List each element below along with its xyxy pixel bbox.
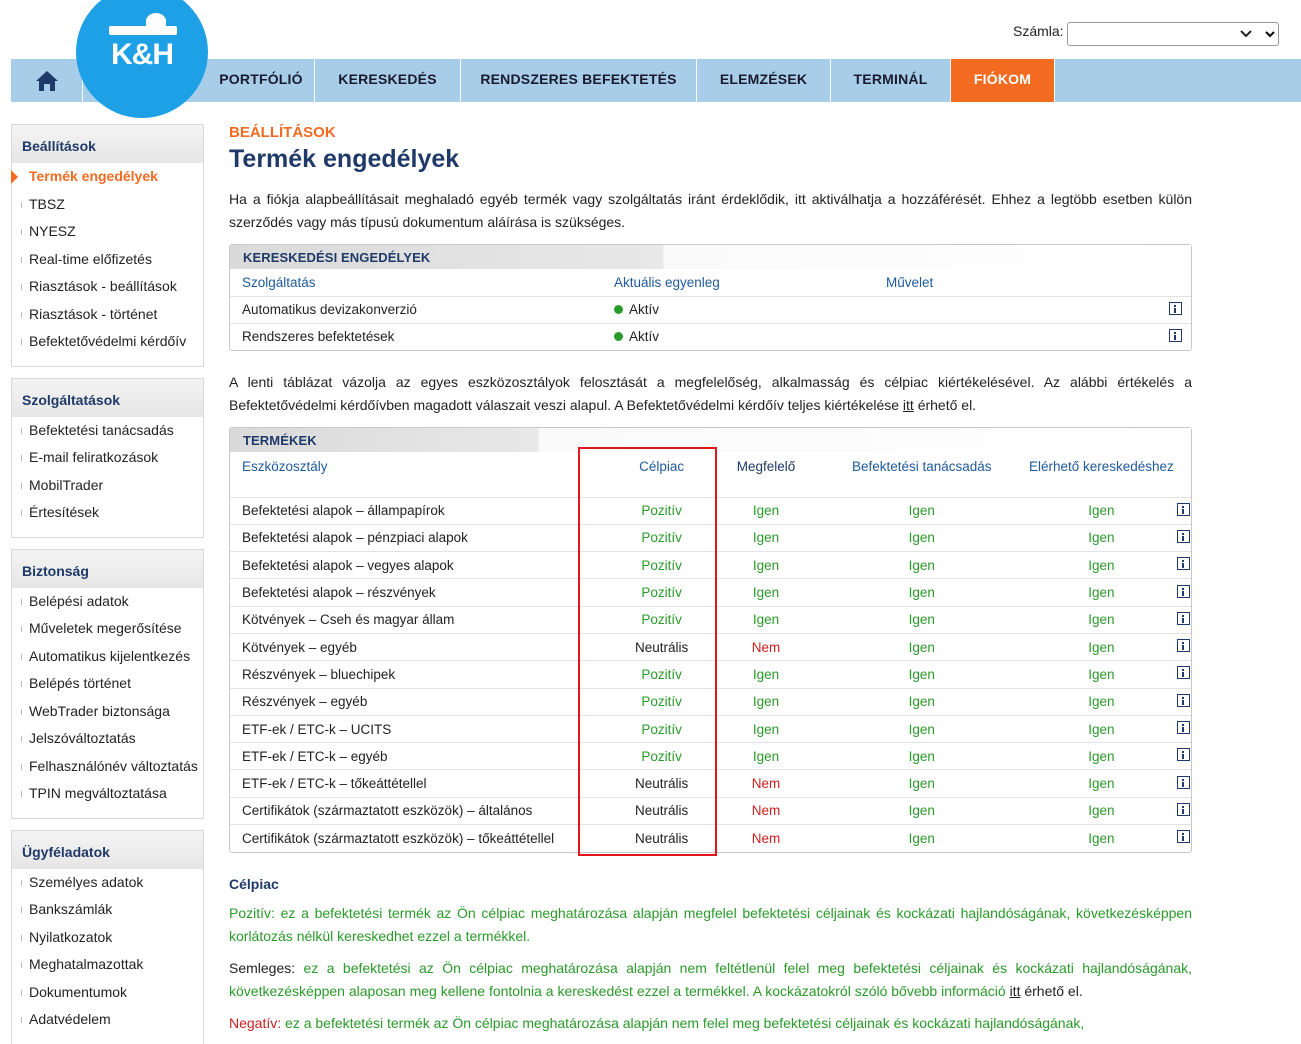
sidebar-item-nyesz[interactable]: NYESZ	[12, 218, 203, 246]
sidebar-group-settings	[11, 124, 204, 367]
info-icon[interactable]	[1177, 612, 1190, 625]
target-column-highlight	[578, 447, 717, 856]
legend-title: Célpiac	[229, 875, 279, 892]
suitable-value: Igen	[715, 606, 816, 633]
target-market-value: Pozitív	[608, 579, 715, 606]
sidebar-item-login-history[interactable]: Belépés történet	[12, 670, 203, 698]
status-cell	[613, 323, 885, 350]
sidebar-item-privacy[interactable]: Adatvédelem	[12, 1006, 203, 1034]
nav-regular-investment[interactable]: RENDSZERES BEFEKTETÉS	[461, 59, 697, 102]
target-market-legend	[229, 873, 1192, 1035]
risk-info-link[interactable]: itt	[1009, 982, 1021, 999]
col-header-balance: Aktuális egyenleg	[614, 274, 720, 290]
sidebar-item-personal-data[interactable]: Személyes adatok	[12, 869, 203, 897]
status-text: Aktív	[629, 329, 660, 345]
panel-title: KERESKEDÉSI ENGEDÉLYEK	[230, 245, 1191, 269]
col-header-advisory: Befektetési tanácsadás	[851, 459, 992, 474]
available-value: Igen	[1027, 633, 1176, 660]
info-icon[interactable]	[1177, 830, 1190, 843]
info-icon[interactable]	[1169, 302, 1182, 315]
asset-class: Befektetési alapok – vegyes alapok	[230, 552, 608, 579]
available-value: Igen	[1027, 825, 1176, 852]
available-value: Igen	[1027, 579, 1176, 606]
home-button[interactable]	[11, 59, 83, 102]
sidebar-item-login-data[interactable]: Belépési adatok	[12, 588, 203, 616]
asset-class: Befektetési alapok – állampapírok	[230, 497, 608, 524]
table-row	[230, 323, 1191, 350]
chevron-down-icon[interactable]	[1238, 26, 1254, 42]
sidebar-item-email-subscriptions[interactable]: E-mail feliratkozások	[12, 444, 203, 472]
sidebar-item-mobiltrader[interactable]: MobilTrader	[12, 472, 203, 500]
available-value: Igen	[1027, 497, 1176, 524]
info-icon[interactable]	[1177, 503, 1190, 516]
asset-class: ETF-ek / ETC-k – tőkeáttétellel	[230, 770, 608, 797]
suitable-value: Nem	[715, 770, 816, 797]
status-dot-icon	[614, 305, 623, 314]
info-icon[interactable]	[1169, 329, 1182, 342]
sidebar-group-title: Biztonság	[12, 550, 203, 588]
home-icon	[35, 69, 59, 93]
sidebar-item-password-change[interactable]: Jelszóváltoztatás	[12, 725, 203, 753]
account-selector	[1013, 23, 1064, 39]
sidebar-item-username-change[interactable]: Felhasználónév változtatás	[12, 753, 203, 781]
asset-class: Kötvények – Cseh és magyar állam	[230, 606, 608, 633]
sidebar-group-services	[11, 378, 204, 538]
suitable-value: Igen	[715, 552, 816, 579]
panel-title: TERMÉKEK	[230, 428, 1191, 452]
status-text: Aktív	[629, 302, 660, 317]
questionnaire-link[interactable]: itt	[902, 397, 914, 413]
sidebar-item-advisory[interactable]: Befektetési tanácsadás	[12, 417, 203, 445]
sidebar-item-alerts-history[interactable]: Riasztások - történet	[12, 301, 203, 329]
service-name: Rendszeres befektetések	[230, 323, 613, 350]
advisory-value: Igen	[817, 524, 1027, 551]
sidebar-group-security	[11, 549, 204, 819]
service-name: Automatikus devizakonverzió	[230, 296, 613, 323]
info-icon[interactable]	[1177, 748, 1190, 761]
suitable-value: Igen	[715, 579, 816, 606]
suitable-value: Igen	[715, 688, 816, 715]
available-value: Igen	[1027, 715, 1176, 742]
asset-class: ETF-ek / ETC-k – UCITS	[230, 715, 608, 742]
available-value: Igen	[1027, 797, 1176, 824]
suitable-value: Nem	[715, 797, 816, 824]
info-icon[interactable]	[1177, 585, 1190, 598]
info-icon[interactable]	[1177, 666, 1190, 679]
sidebar-item-tbsz[interactable]: TBSZ	[12, 191, 203, 219]
sidebar-item-webtrader-security[interactable]: WebTrader biztonsága	[12, 698, 203, 726]
info-icon[interactable]	[1177, 694, 1190, 707]
available-value: Igen	[1027, 606, 1176, 633]
advisory-value: Igen	[817, 606, 1027, 633]
info-icon[interactable]	[1177, 530, 1190, 543]
suitable-value: Igen	[715, 524, 816, 551]
section-eyebrow: BEÁLLÍTÁSOK	[229, 124, 336, 141]
suitable-value: Nem	[715, 633, 816, 660]
target-market-value: Pozitív	[608, 715, 715, 742]
sidebar	[11, 124, 204, 1044]
asset-class: ETF-ek / ETC-k – egyéb	[230, 743, 608, 770]
intro-text: Ha a fiókja alapbeállításait meghaladó egyéb termék vagy szolgáltatás iránt érdeklődik, itt aktiválhatja a hozzáférését. Ehhez a legtöbb esetben külön szerződés vagy más típusú dokumentum aláírása is szükséges.	[229, 191, 1192, 230]
nav-analysis[interactable]: ELEMZÉSEK	[697, 59, 831, 102]
status-dot-icon	[614, 332, 623, 341]
sidebar-item-notifications[interactable]: Értesítések	[12, 499, 203, 527]
sidebar-item-investor-questionnaire[interactable]: Befektetővédelmi kérdőív	[12, 328, 203, 356]
suitable-value: Igen	[715, 715, 816, 742]
available-value: Igen	[1027, 743, 1176, 770]
trading-permissions-table	[230, 269, 1191, 350]
advisory-value: Igen	[817, 715, 1027, 742]
advisory-value: Igen	[817, 688, 1027, 715]
sidebar-item-authorized-persons[interactable]: Meghatalmazottak	[12, 951, 203, 979]
suitable-value: Nem	[715, 825, 816, 852]
sidebar-item-documents[interactable]: Dokumentumok	[12, 979, 203, 1007]
sidebar-group-title: Beállítások	[12, 125, 203, 163]
available-value: Igen	[1027, 661, 1176, 688]
asset-class: Certifikátok (származtatott eszközök) – általános	[230, 797, 608, 824]
info-icon[interactable]	[1177, 803, 1190, 816]
target-market-value: Pozitív	[608, 743, 715, 770]
sidebar-item-product-permissions[interactable]: Termék engedélyek	[12, 163, 203, 191]
sidebar-group-title: Ügyféladatok	[12, 831, 203, 869]
asset-class: Certifikátok (származtatott eszközök) – tőkeáttétellel	[230, 825, 608, 852]
col-header-suitable: Megfelelő	[736, 459, 796, 474]
sidebar-item-tpin-change[interactable]: TPIN megváltoztatása	[12, 780, 203, 808]
account-label: Számla:	[1013, 23, 1064, 39]
sidebar-item-operation-confirm[interactable]: Műveletek megerősítése	[12, 615, 203, 643]
advisory-value: Igen	[817, 743, 1027, 770]
asset-class: Részvények – bluechipek	[230, 661, 608, 688]
available-value: Igen	[1027, 688, 1176, 715]
col-header-target: Célpiac	[639, 459, 685, 474]
target-market-value: Pozitív	[608, 552, 715, 579]
col-header-asset: Eszközosztály	[242, 459, 328, 474]
advisory-value: Igen	[817, 661, 1027, 688]
sidebar-item-bank-accounts[interactable]: Bankszámlák	[12, 896, 203, 924]
col-header-action: Művelet	[886, 274, 934, 290]
sidebar-item-alerts-settings[interactable]: Riasztások - beállítások	[12, 273, 203, 301]
info-icon[interactable]	[1177, 639, 1190, 652]
sidebar-item-auto-logout[interactable]: Automatikus kijelentkezés	[12, 643, 203, 671]
info-icon[interactable]	[1177, 776, 1190, 789]
target-market-value: Pozitív	[608, 661, 715, 688]
logo-bar	[109, 26, 177, 35]
table-intro: A lenti táblázat vázolja az egyes eszközosztályok felosztását a megfelelőség, alkalmasság és célpiac kiértékelésével. Az alábbi értékelés a Befektetővédelmi kérdőívben magadott válaszait veszi alapul. A Befektetővédelmi kérdőív teljes kiértékelése itt érhető el.	[229, 374, 1192, 413]
legend-negative: Negatív: ez a befektetési termék az Ön célpiac meghatározása alapján nem felel meg befektetési céljainak és kockázati hajlandóságának,	[229, 1014, 1085, 1031]
col-header-service: Szolgáltatás	[242, 274, 316, 290]
products-panel	[229, 427, 1192, 853]
target-market-value: Neutrális	[608, 770, 715, 797]
advisory-value: Igen	[817, 825, 1027, 852]
target-market-value: Pozitív	[608, 688, 715, 715]
trading-permissions-panel	[229, 244, 1192, 351]
nav-trading[interactable]: KERESKEDÉS	[315, 59, 461, 102]
logo-text: K&H	[111, 38, 173, 71]
col-header-available: Elérhető kereskedéshez	[1028, 459, 1174, 474]
info-icon[interactable]	[1177, 721, 1190, 734]
nav-portfolio[interactable]: PORTFÓLIÓ	[208, 59, 315, 102]
available-value: Igen	[1027, 552, 1176, 579]
sidebar-group-title: Szolgáltatások	[12, 379, 203, 417]
target-market-value: Pozitív	[608, 606, 715, 633]
legend-neutral: Semleges: ez a befektetési az Ön célpiac meghatározása alapján nem feltétlenül felel meg befektetési céljainak és kockázati hajlandóságának, következésképpen alaposan meg kellene fontolnia a kereskedést ezzel a termékkel. A kockázatokról szóló bővebb információ itt érhető el.	[229, 959, 1192, 999]
target-market-value: Neutrális	[608, 825, 715, 852]
advisory-value: Igen	[817, 497, 1027, 524]
table-row	[230, 296, 1191, 323]
target-market-value: Neutrális	[608, 797, 715, 824]
target-market-value: Pozitív	[608, 497, 715, 524]
target-market-value: Neutrális	[608, 633, 715, 660]
advisory-value: Igen	[817, 633, 1027, 660]
available-value: Igen	[1027, 770, 1176, 797]
target-market-value: Pozitív	[608, 524, 715, 551]
sidebar-item-realtime[interactable]: Real-time előfizetés	[12, 246, 203, 274]
sidebar-item-declarations[interactable]: Nyilatkozatok	[12, 924, 203, 952]
advisory-value: Igen	[817, 770, 1027, 797]
asset-class: Befektetési alapok – pénzpiaci alapok	[230, 524, 608, 551]
legend-positive: Pozitív: ez a befektetési termék az Ön célpiac meghatározása alapján megfelel befektetési céljainak és kockázati hajlandóságának, következésképpen korlátozás nélkül kereskedhet ezzel a termékkel.	[229, 904, 1192, 944]
info-icon[interactable]	[1177, 557, 1190, 570]
suitable-value: Igen	[715, 497, 816, 524]
advisory-value: Igen	[817, 552, 1027, 579]
suitable-value: Igen	[715, 743, 816, 770]
asset-class: Kötvények – egyéb	[230, 633, 608, 660]
page-title: Termék engedélyek	[229, 145, 460, 173]
main-content	[229, 124, 1192, 1035]
sidebar-group-client-data	[11, 830, 204, 1044]
nav-my-account[interactable]: FIÓKOM	[951, 59, 1055, 102]
nav-terminal[interactable]: TERMINÁL	[831, 59, 951, 102]
suitable-value: Igen	[715, 661, 816, 688]
asset-class: Részvények – egyéb	[230, 688, 608, 715]
advisory-value: Igen	[817, 579, 1027, 606]
advisory-value: Igen	[817, 797, 1027, 824]
available-value: Igen	[1027, 524, 1176, 551]
status-cell	[613, 296, 885, 323]
asset-class: Befektetési alapok – részvények	[230, 579, 608, 606]
